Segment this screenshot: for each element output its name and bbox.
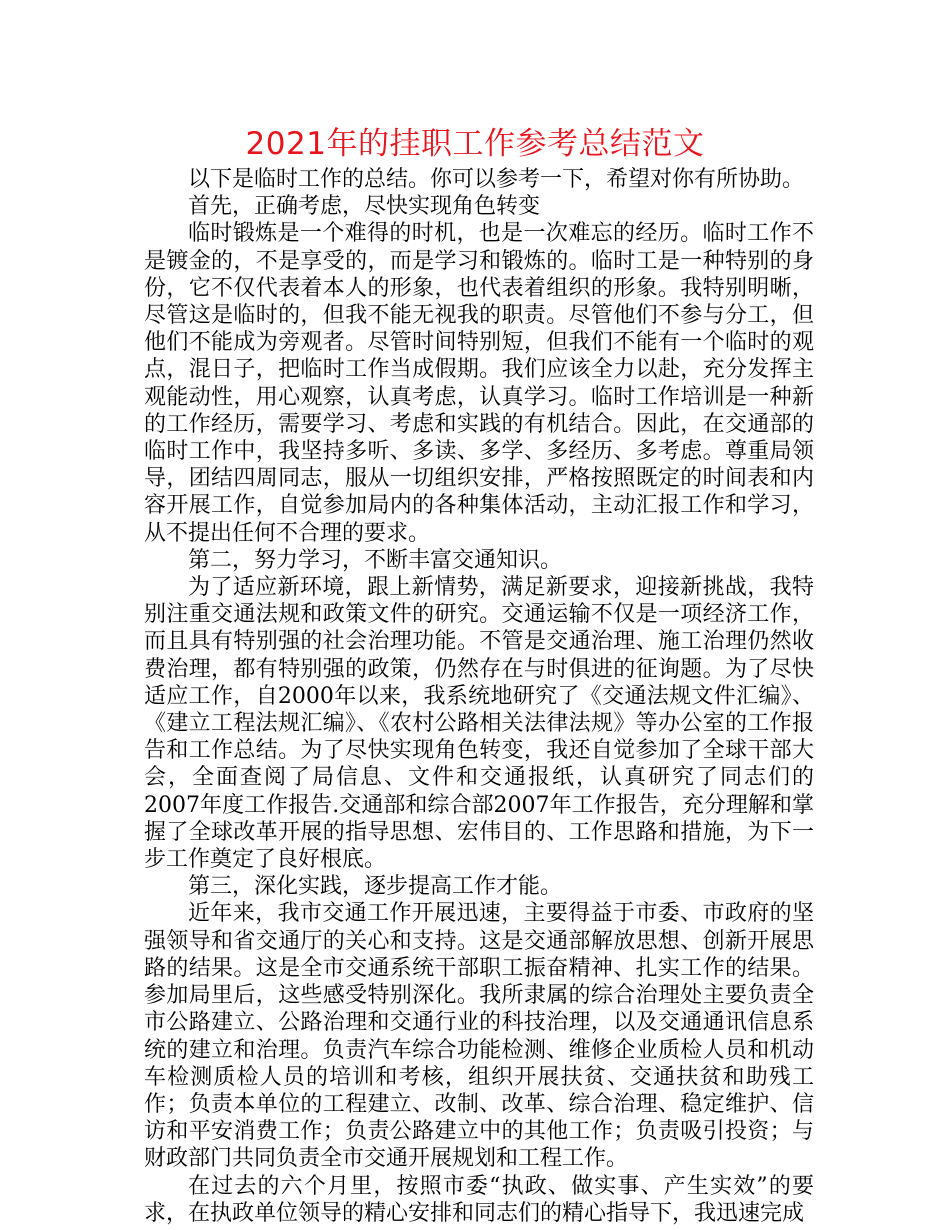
document-title: 2021年的挂职工作参考总结范文	[245, 126, 705, 162]
paragraph-section-3-continued: 在过去的六个月里，按照市委“执政、做实事、产生实效”的要求，在执政单位领导的精心安排和同志们的精心指导下，我迅速完成	[144, 1173, 814, 1226]
section-heading-3: 第三，深化实践，逐步提高工作才能。	[188, 874, 563, 900]
paragraph-section-2: 为了适应新环境，跟上新情势，满足新要求，迎接新挑战，我特别注重交通法规和政策文件的研究。交通运输不仅是一项经济工作，而且具有特别强的社会治理功能。不管是交通治理、施工治理仍然收费治理，都有特别强的政策，仍然存在与时俱进的征询题。为了尽快适应工作，自2000年以来，我系统地研究了《交通法规文件汇编》、《建立工程法规汇编》、《农村公路相关法律法规》等办公室的工作报告和工作总结。为了尽快实现角色转变，我还自觉参加了全球干部大会，全面查阅了局信息、文件和交通报纸，认真研究了同志们的2007年度工作报告.交通部和综合部2007年工作报告，充分理解和掌握了全球改革开展的指导思想、宏伟目的、工作思路和措施，为下一步工作奠定了良好根底。	[144, 575, 814, 873]
document-body	[144, 166, 814, 1227]
paragraph-section-1: 临时锻炼是一个难得的时机，也是一次难忘的经历。临时工作不是镀金的，不是享受的，而是学习和锻炼的。临时工是一种特别的身份，它不仅代表着本人的形象，也代表着组织的形象。我特别明晰，尽管这是临时的，但我不能无视我的职责。尽管他们不参与分工，但他们不能成为旁观者。尽管时间特别短，但我们不能有一个临时的观点，混日子，把临时工作当成假期。我们应该全力以赴，充分发挥主观能动性，用心观察，认真考虑，认真学习。临时工作培训是一种新的工作经历，需要学习、考虑和实践的有机结合。因此，在交通部的临时工作中，我坚持多听、多读、多学、多经历、多考虑。尊重局领导，团结四周同志，服从一切组织安排，严格按照既定的时间表和内容开展工作，自觉参加局内的各种集体活动，主动汇报工作和学习，从不提出任何不合理的要求。	[144, 221, 814, 546]
paragraph-intro: 以下是临时工作的总结。你可以参考一下，希望对你有所协助。	[188, 167, 805, 192]
section-heading-1: 首先，正确考虑，尽快实现角色转变	[188, 194, 541, 220]
section-heading-2: 第二，努力学习，不断丰富交通知识。	[188, 547, 563, 573]
paragraph-section-3: 近年来，我市交通工作开展迅速，主要得益于市委、市政府的坚强领导和省交通厅的关心和支持。这是交通部解放思想、创新开展思路的结果。这是全市交通系统干部职工振奋精神、扎实工作的结果。参加局里后，这些感受特别深化。我所隶属的综合治理处主要负责全市公路建立、公路治理和交通行业的科技治理，以及交通通讯信息系统的建立和治理。负责汽车综合功能检测、维修企业质检人员和机动车检测质检人员的培训和考核，组织开展扶贫、交通扶贫和助残工作；负责本单位的工程建立、改制、改革、综合治理、稳定维护、信访和平安消费工作；负责公路建立中的其他工作；负责吸引投资；与财政部门共同负责全市交通开展规划和工程工作。	[144, 901, 814, 1172]
